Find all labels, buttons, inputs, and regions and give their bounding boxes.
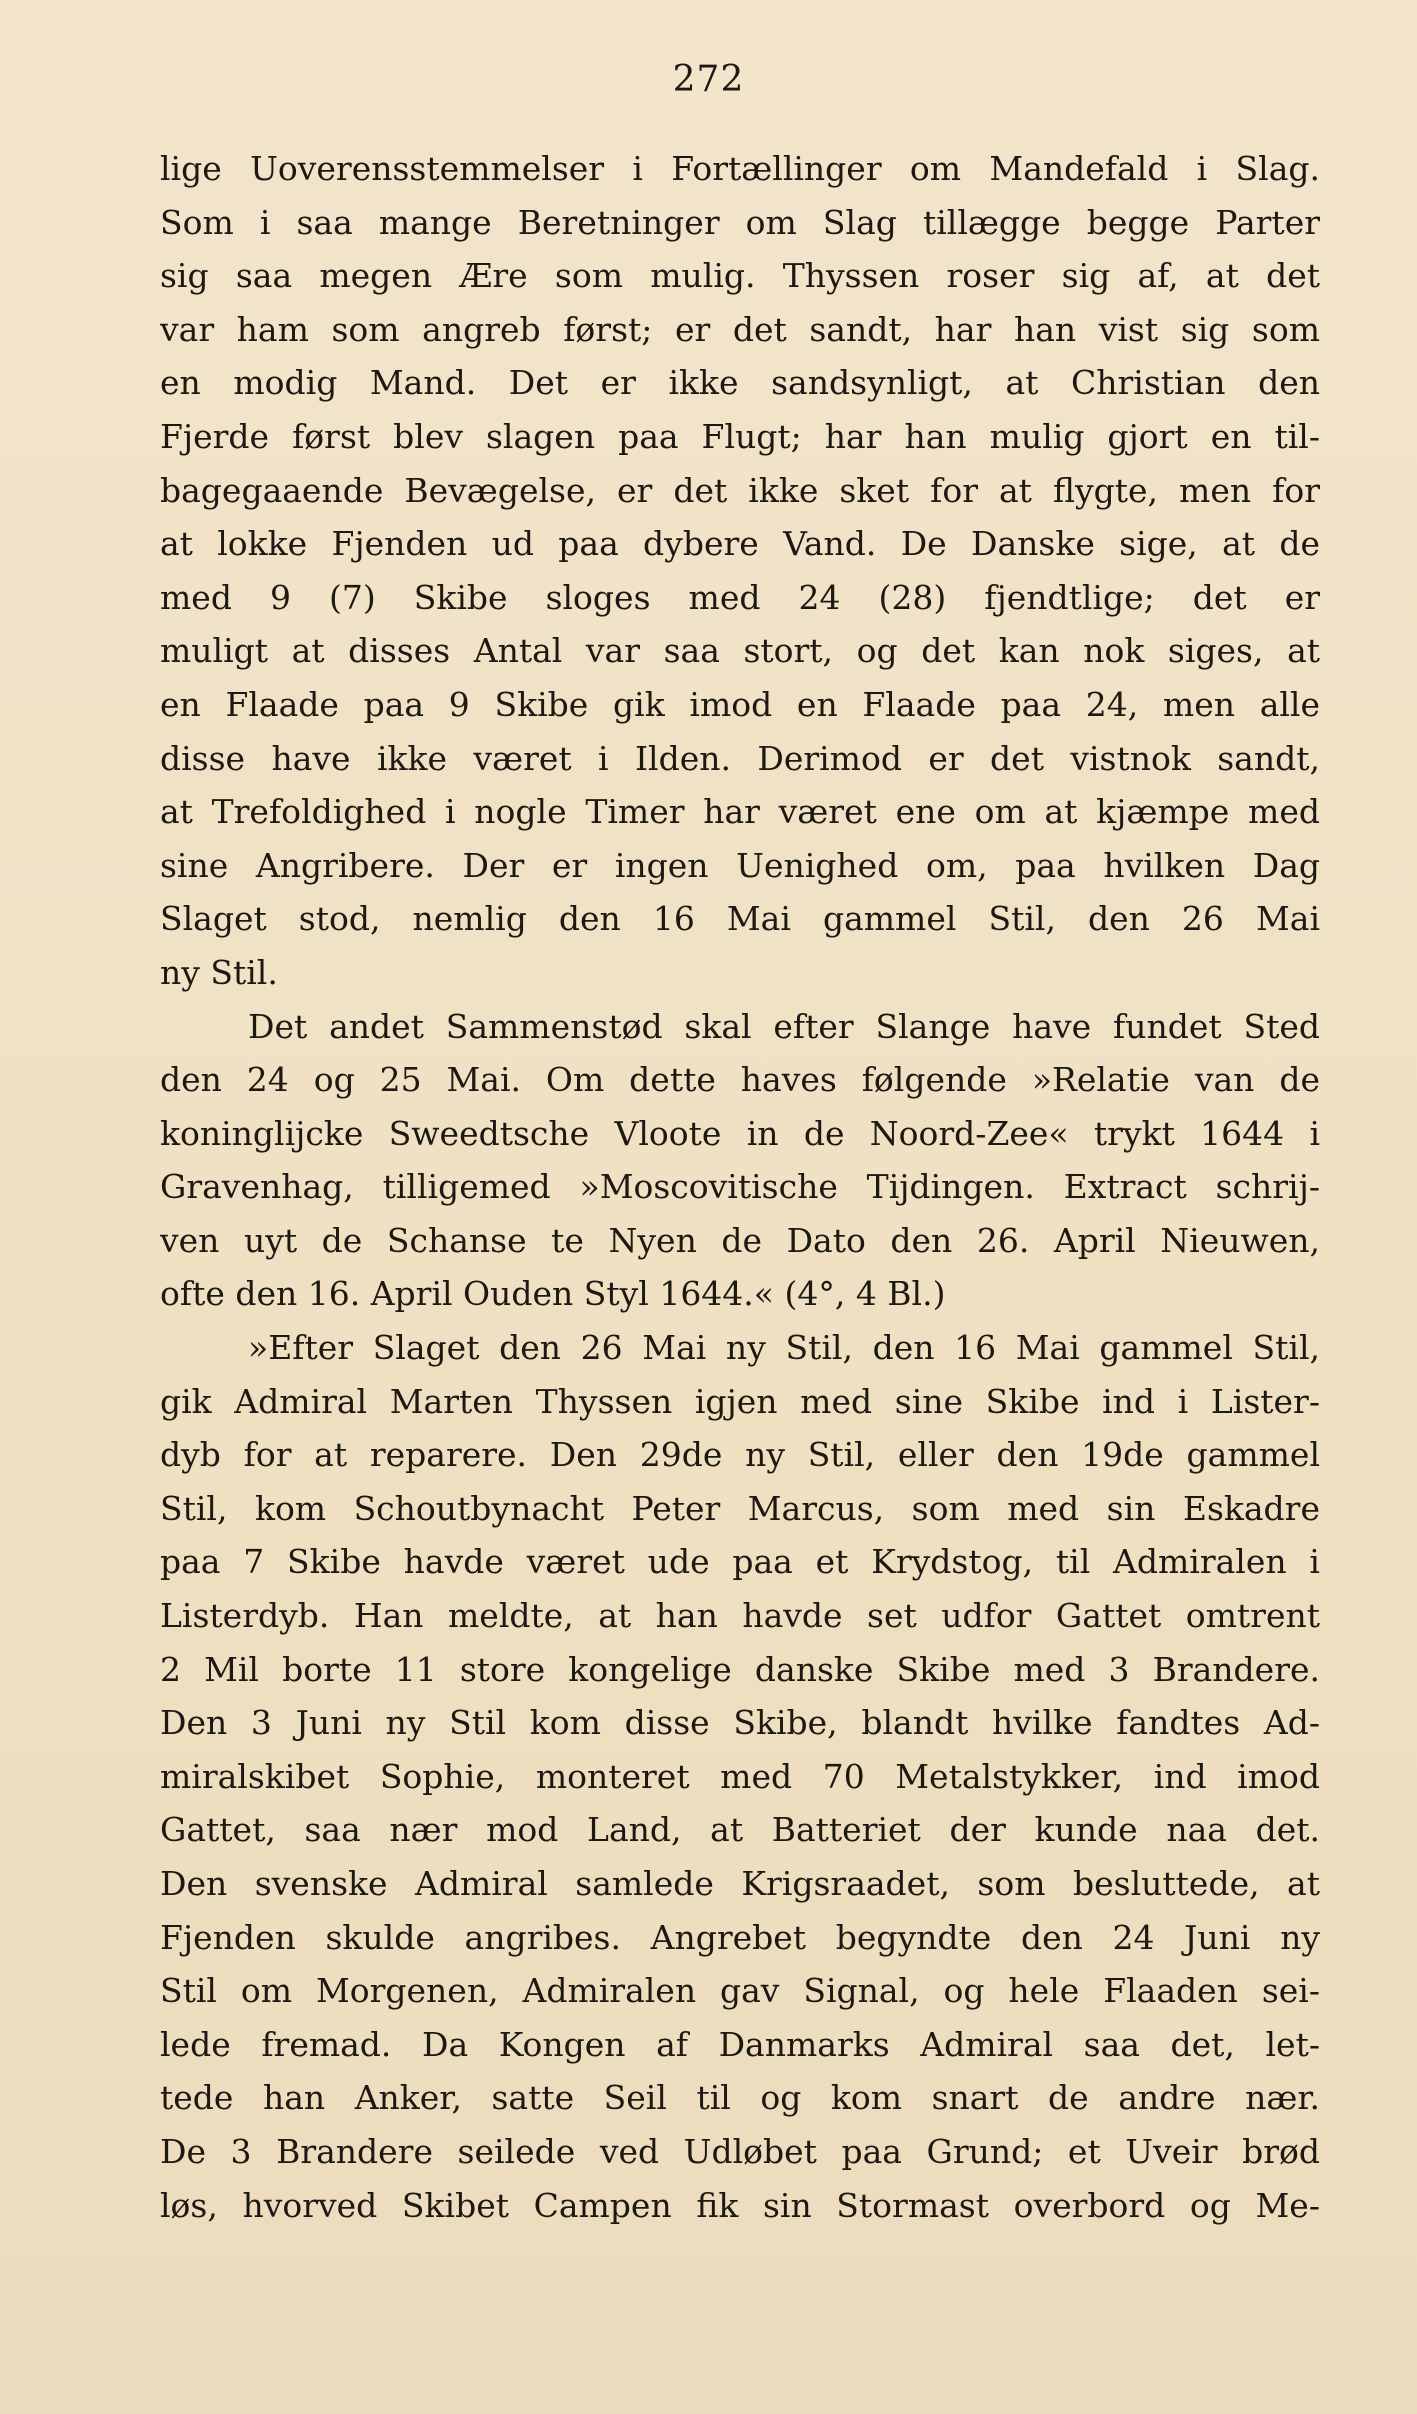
text-line: lige Uoverensstemmelser i Fortællinger om Mandefald i Slag. — [160, 149, 1320, 188]
text-line: De 3 Brandere seilede ved Udløbet paa Grund; et Uveir brød — [160, 2131, 1320, 2171]
body-text — [160, 142, 1320, 2232]
text-line: Gattet, saa nær mod Land, at Batteriet der kunde naa det. — [160, 1810, 1320, 1850]
text-line: Den svenske Admiral samlede Krigsraadet, som besluttede, at — [160, 1864, 1320, 1903]
text-line: den 24 og 25 Mai. Om dette haves følgende »Relatie van de — [160, 1060, 1320, 1100]
text-line: lede fremad. Da Kongen af Danmarks Admiral saa det, let- — [160, 2024, 1320, 2064]
text-line: Det andet Sammenstød skal efter Slange have fundet Sted — [248, 1006, 1320, 1046]
text-line: miralskibet Sophie, monteret med 70 Metalstykker, ind imod — [160, 1756, 1320, 1796]
text-line: sine Angribere. Der er ingen Uenighed om, paa hvilken Dag — [160, 845, 1320, 885]
text-line: Slaget stod, nemlig den 16 Mai gammel Stil, den 26 Mai — [160, 899, 1320, 939]
text-line: med 9 (7) Skibe sloges med 24 (28) fjendtlige; det er — [160, 577, 1320, 617]
text-line: ny Stil. — [160, 952, 278, 992]
text-line: »Efter Slaget den 26 Mai ny Stil, den 16 Mai gammel Stil, — [248, 1328, 1320, 1368]
text-line: muligt at disses Antal var saa stort, og det kan nok siges, at — [160, 631, 1320, 671]
text-line: disse have ikke været i Ilden. Derimod er det vistnok sandt, — [160, 738, 1320, 778]
text-line: tede han Anker, satte Seil til og kom snart de andre nær. — [160, 2078, 1320, 2118]
text-line: Stil, kom Schoutbynacht Peter Marcus, som med sin Eskadre — [160, 1488, 1320, 1528]
text-line: Som i saa mange Beretninger om Slag tillægge begge Parter — [160, 202, 1320, 242]
text-line: Stil om Morgenen, Admiralen gav Signal, og hele Flaaden sei- — [160, 1971, 1320, 2011]
text-line: Listerdyb. Han meldte, at han havde set udfor Gattet omtrent — [160, 1596, 1320, 1636]
text-line: Den 3 Juni ny Stil kom disse Skibe, blandt hvilke fandtes Ad- — [160, 1703, 1320, 1743]
text-line: paa 7 Skibe havde været ude paa et Krydstog, til Admiralen i — [160, 1542, 1320, 1582]
text-line: ven uyt de Schanse te Nyen de Dato den 26. April Nieuwen, — [160, 1220, 1320, 1260]
page-number: 272 — [672, 59, 745, 100]
text-line: løs, hvorved Skibet Campen fik sin Stormast overbord og Me- — [160, 2185, 1320, 2225]
text-line: en modig Mand. Det er ikke sandsynligt, at Christian den — [160, 363, 1320, 403]
text-line: en Flaade paa 9 Skibe gik imod en Flaade paa 24, men alle — [160, 684, 1320, 724]
text-line: ofte den 16. April Ouden Styl 1644.« (4°, 4 Bl.) — [160, 1274, 946, 1314]
text-line: gik Admiral Marten Thyssen igjen med sine Skibe ind i Lister- — [160, 1381, 1320, 1421]
text-line: bagegaaende Bevægelse, er det ikke sket for at flygte, men for — [160, 470, 1320, 510]
text-line: Fjenden skulde angribes. Angrebet begyndte den 24 Juni ny — [160, 1917, 1320, 1957]
text-line: Fjerde først blev slagen paa Flugt; har han mulig gjort en til- — [160, 416, 1320, 456]
text-line: at lokke Fjenden ud paa dybere Vand. De Danske sige, at de — [160, 524, 1320, 564]
text-line: koninglijcke Sweedtsche Vloote in de Noord-Zee« trykt 1644 i — [160, 1113, 1320, 1153]
text-line: at Trefoldighed i nogle Timer har været ene om at kjæmpe med — [160, 792, 1320, 832]
text-line: var ham som angreb først; er det sandt, har han vist sig som — [160, 309, 1320, 349]
text-line: dyb for at reparere. Den 29de ny Stil, eller den 19de gammel — [160, 1435, 1320, 1475]
text-line: Gravenhag, tilligemed »Moscovitische Tijdingen. Extract schrij- — [160, 1167, 1320, 1207]
text-line: sig saa megen Ære som mulig. Thyssen roser sig af, at det — [160, 256, 1320, 296]
text-line: 2 Mil borte 11 store kongelige danske Skibe med 3 Brandere. — [160, 1649, 1320, 1689]
